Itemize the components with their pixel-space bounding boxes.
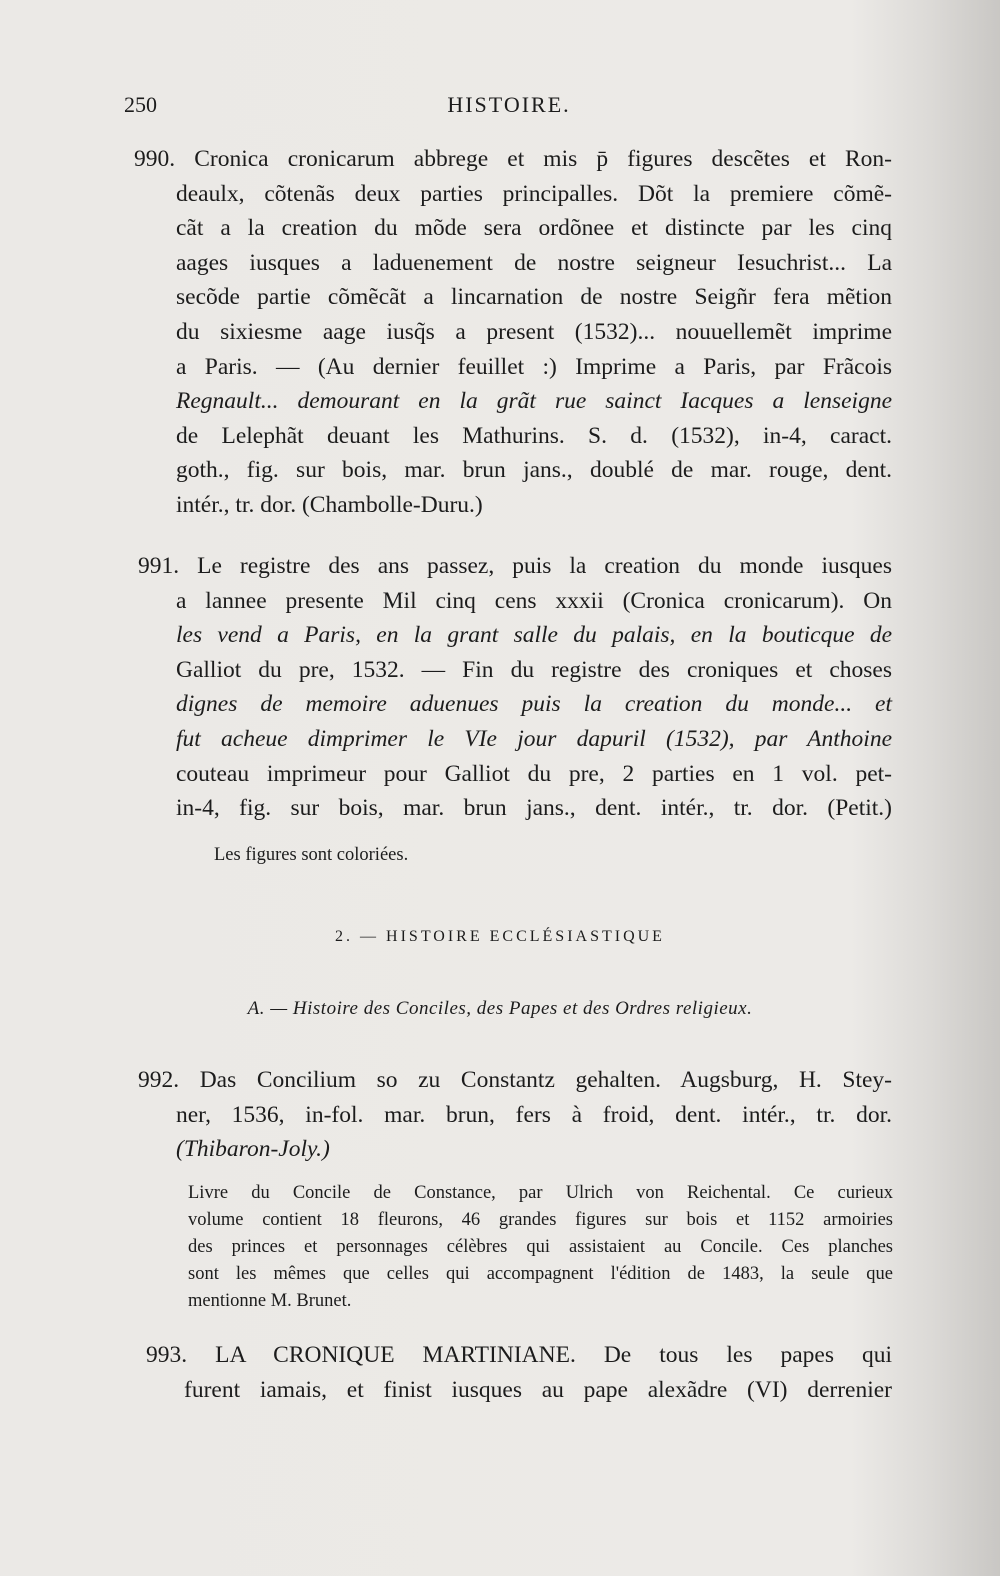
- note-line: des princes et personnages célèbres qui assistaient au Concile. Ces planches: [188, 1237, 893, 1257]
- text-line: de Lelephãt deuant les Mathurins. S. d. (1532), in-4, caract.: [176, 422, 892, 449]
- text-line: in-4, fig. sur bois, mar. brun jans., dent. intér., tr. dor. (Petit.): [176, 795, 892, 822]
- entry-990: [134, 142, 892, 523]
- text-line: goth., fig. sur bois, mar. brun jans., doublé de mar. rouge, dent.: [176, 457, 892, 484]
- text-line: couteau imprimeur pour Galliot du pre, 2 parties en 1 vol. pet-: [176, 760, 892, 787]
- note-991: [214, 842, 408, 869]
- note-line: volume contient 18 fleurons, 46 grandes figures sur bois et 1152 armoiries: [188, 1210, 893, 1230]
- text-line: a Paris. — (Au dernier feuillet :) Imprime a Paris, par Frãcois: [176, 353, 892, 380]
- note-line: sont les mêmes que celles qui accompagnent l'édition de 1483, la seule que: [188, 1264, 893, 1284]
- note-line: Livre du Concile de Constance, par Ulrich von Reichental. Ce curieux: [188, 1183, 893, 1203]
- text-line: 993. LA CRONIQUE MARTINIANE. De tous les papes qui: [146, 1342, 892, 1368]
- entry-992: [138, 1063, 892, 1167]
- text-line: 992. Das Concilium so zu Constantz gehalten. Augsburg, H. Stey-: [138, 1067, 892, 1093]
- entry-993: [146, 1338, 892, 1407]
- text-line: 991. Le registre des ans passez, puis la creation du monde iusques: [138, 553, 892, 579]
- text-line: du sixiesme aage iusq̃s a present (1532)... nouuellemẽt imprime: [176, 318, 892, 345]
- text-line: (Thibaron-Joly.): [176, 1136, 330, 1163]
- text-line: secõde partie cõmẽcãt a lincarnation de nostre Seigñr fera mẽtion: [176, 284, 892, 311]
- text-line: aages iusques a laduenement de nostre seigneur Iesuchrist... La: [176, 249, 892, 276]
- text-line: ner, 1536, in-fol. mar. brun, fers à froid, dent. intér., tr. dor.: [176, 1101, 892, 1128]
- text-line: fut acheue dimprimer le VIe jour dapuril (1532), par Anthoine: [176, 725, 892, 752]
- section-heading: 2. — HISTOIRE ECCLÉSIASTIQUE: [335, 928, 665, 945]
- text-line: dignes de memoire aduenues puis la creation du monde... et: [176, 691, 892, 718]
- text-line: cãt a la creation du mõde sera ordõnee et distincte par les cinq: [176, 215, 892, 242]
- note-line: Les figures sont coloriées.: [214, 845, 409, 865]
- text-line: intér., tr. dor. (Chambolle-Duru.): [176, 491, 483, 518]
- entry-991: [138, 549, 892, 826]
- text-line: deaulx, cõtenãs deux parties principalles. Dõt la premiere cõmẽ-: [176, 180, 892, 207]
- page-header: [124, 92, 894, 122]
- subsection-heading: [0, 998, 1000, 1020]
- note-line: mentionne M. Brunet.: [188, 1291, 352, 1311]
- text-line: les vend a Paris, en la grant salle du palais, en la bouticque de: [176, 622, 892, 649]
- text-line: a lannee presente Mil cinq cens xxxii (Cronica cronicarum). On: [176, 587, 892, 614]
- text-line: 990. Cronica cronicarum abbrege et mis p̄ figures descẽtes et Ron-: [134, 146, 892, 172]
- text-line: furent iamais, et finist iusques au pape alexãdre (VI) derrenier: [184, 1376, 892, 1403]
- text-line: Regnault... demourant en la grãt rue sainct Iacques a lenseigne: [176, 388, 892, 415]
- subsection-heading-text: A. — Histoire des Conciles, des Papes et des Ordres religieux.: [247, 998, 753, 1019]
- text-line: Galliot du pre, 1532. — Fin du registre des croniques et choses: [176, 656, 892, 683]
- running-title: HISTOIRE.: [447, 92, 571, 117]
- page-number: 250: [124, 92, 157, 117]
- note-992: [188, 1180, 893, 1315]
